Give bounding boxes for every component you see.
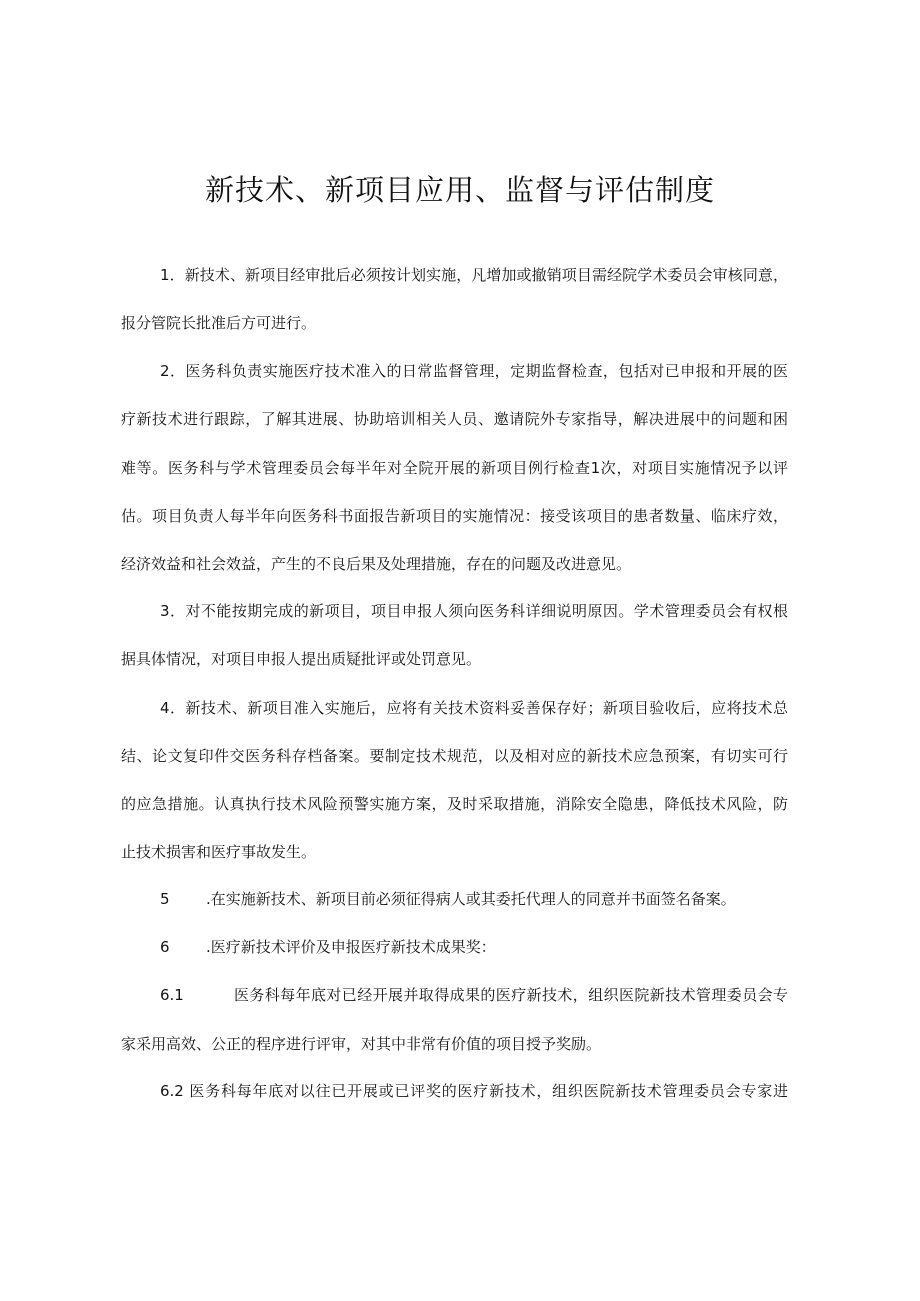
section-3-line-2: 据具体情况，对项目申报人提出质疑批评或处罚意见。: [121, 650, 482, 668]
section-6-number: 6: [160, 938, 170, 956]
section-6-1-line-1: 医务科每年底对已经开展并取得成果的医疗新技术，组织医院新技术管理委员会专: [234, 986, 788, 1004]
section-6-1-line-2: 家采用高效、公正的程序进行评审，对其中非常有价值的项目授予奖励。: [121, 1035, 602, 1053]
section-2-line-5: 经济效益和社会效益，产生的不良后果及处理措施，存在的问题及改进意见。: [121, 555, 632, 573]
section-5-number: 5: [160, 890, 170, 908]
section-1-line-1: 1．新技术、新项目经审批后必须按计划实施，凡增加或撤销项目需经院学术委员会审核同意，: [160, 266, 788, 284]
section-4-line-4: 止技术损害和医疗事故发生。: [121, 843, 317, 861]
section-3-line-1: 3．对不能按期完成的新项目，项目申报人须向医务科详细说明原因。学术管理委员会有权根: [160, 602, 788, 620]
section-2-line-4: 估。项目负责人每半年向医务科书面报告新项目的实施情况：接受该项目的患者数量、临床疗效，: [121, 507, 788, 525]
section-6-1-line-1-row: [160, 983, 788, 1007]
section-6-1-number: 6.1: [160, 986, 184, 1004]
section-6-2-line-1: 6.2 医务科每年底对以往已开展或已评奖的医疗新技术，组织医院新技术管理委员会专家进: [160, 1082, 788, 1100]
section-2-line-3: 难等。医务科与学术管理委员会每半年对全院开展的新项目例行检查1次，对项目实施情况予以评: [121, 459, 788, 477]
section-5-text: .在实施新技术、新项目前必须征得病人或其委托代理人的同意并书面签名备案。: [206, 890, 736, 908]
section-4-line-1: 4．新技术、新项目准入实施后，应将有关技术资料妥善保存好；新项目验收后，应将技术总: [160, 699, 788, 717]
document-title: 新技术、新项目应用、监督与评估制度: [204, 173, 715, 207]
section-6: [160, 935, 496, 959]
section-1-line-2: 报分管院长批准后方可进行。: [121, 314, 317, 332]
section-4-line-3: 的应急措施。认真执行技术风险预警实施方案，及时采取措施，消除安全隐患，降低技术风险，防: [121, 795, 788, 813]
section-4-line-2: 结、论文复印件交医务科存档备案。要制定技术规范，以及相对应的新技术应急预案，有切实可行: [121, 747, 788, 765]
section-5: [160, 887, 736, 911]
section-6-text: .医疗新技术评价及申报医疗新技术成果奖：: [206, 938, 496, 956]
section-2-line-2: 疗新技术进行跟踪，了解其进展、协助培训相关人员、邀请院外专家指导，解决进展中的问题和困: [121, 410, 788, 428]
section-2-line-1: 2．医务科负责实施医疗技术准入的日常监督管理，定期监督检查，包括对已申报和开展的医: [160, 362, 788, 380]
